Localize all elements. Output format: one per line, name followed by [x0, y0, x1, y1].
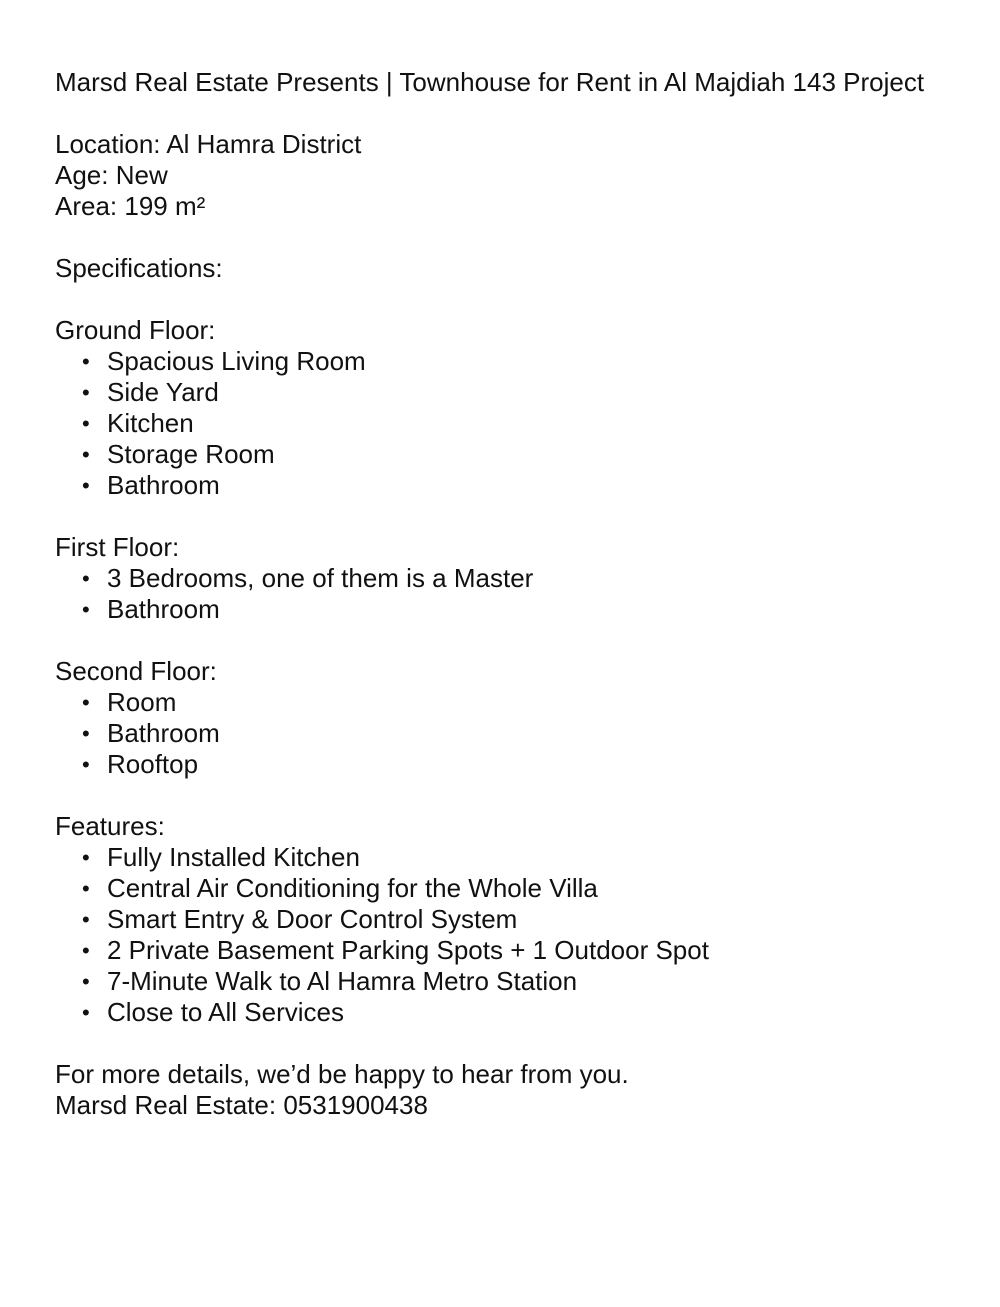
list-item	[55, 718, 995, 749]
location-line: Location: Al Hamra District	[55, 129, 362, 159]
list-item-text: Central Air Conditioning for the Whole Villa	[107, 873, 598, 903]
bullet-icon: •	[82, 938, 90, 963]
bullet-icon: •	[82, 442, 90, 467]
spacer	[55, 780, 995, 811]
first-floor-list	[55, 563, 995, 625]
spacer	[55, 284, 995, 315]
list-item	[55, 470, 995, 501]
features-heading: Features:	[55, 811, 165, 841]
first-floor-heading: First Floor:	[55, 532, 180, 562]
list-item-text: Bathroom	[107, 470, 220, 500]
spacer	[55, 501, 995, 532]
second-floor-list	[55, 687, 995, 780]
bullet-icon: •	[82, 1000, 90, 1025]
list-item	[55, 873, 995, 904]
bullet-icon: •	[82, 845, 90, 870]
closing-text: For more details, we’d be happy to hear from you.	[55, 1059, 629, 1089]
bullet-icon: •	[82, 473, 90, 498]
bullet-icon: •	[82, 876, 90, 901]
list-item	[55, 749, 995, 780]
bullet-icon: •	[82, 969, 90, 994]
area-line: Area: 199 m²	[55, 191, 206, 221]
list-item	[55, 997, 995, 1028]
bullet-icon: •	[82, 721, 90, 746]
bullet-icon: •	[82, 380, 90, 405]
list-item-text: Storage Room	[107, 439, 275, 469]
list-item	[55, 408, 995, 439]
list-item	[55, 842, 995, 873]
bullet-icon: •	[82, 907, 90, 932]
list-item-text: Bathroom	[107, 718, 220, 748]
list-item	[55, 439, 995, 470]
bullet-icon: •	[82, 690, 90, 715]
features-list	[55, 842, 995, 1028]
contact-line: Marsd Real Estate: 0531900438	[55, 1090, 428, 1120]
list-item	[55, 594, 995, 625]
list-item-text: Close to All Services	[107, 997, 344, 1027]
list-item	[55, 377, 995, 408]
listing-text	[55, 67, 995, 1121]
list-item-text: Side Yard	[107, 377, 219, 407]
list-item-text: 2 Private Basement Parking Spots + 1 Outdoor Spot	[107, 935, 709, 965]
list-item-text: 7-Minute Walk to Al Hamra Metro Station	[107, 966, 578, 996]
bullet-icon: •	[82, 411, 90, 436]
listing-title: Marsd Real Estate Presents | Townhouse for Rent in Al Majdiah 143 Project	[55, 67, 925, 97]
list-item-text: 3 Bedrooms, one of them is a Master	[107, 563, 534, 593]
second-floor-heading: Second Floor:	[55, 656, 217, 686]
list-item-text: Kitchen	[107, 408, 194, 438]
ground-floor-list	[55, 346, 995, 501]
list-item	[55, 935, 995, 966]
spacer	[55, 98, 995, 129]
bullet-icon: •	[82, 566, 90, 591]
list-item	[55, 346, 995, 377]
list-item	[55, 687, 995, 718]
list-item-text: Bathroom	[107, 594, 220, 624]
bullet-icon: •	[82, 349, 90, 374]
list-item-text: Spacious Living Room	[107, 346, 366, 376]
list-item-text: Smart Entry & Door Control System	[107, 904, 518, 934]
list-item	[55, 966, 995, 997]
bullet-icon: •	[82, 597, 90, 622]
list-item	[55, 563, 995, 594]
bullet-icon: •	[82, 752, 90, 777]
list-item-text: Fully Installed Kitchen	[107, 842, 360, 872]
specifications-heading: Specifications:	[55, 253, 223, 283]
age-line: Age: New	[55, 160, 168, 190]
list-item-text: Room	[107, 687, 177, 717]
list-item-text: Rooftop	[107, 749, 199, 779]
list-item	[55, 904, 995, 935]
spacer	[55, 625, 995, 656]
spacer	[55, 222, 995, 253]
ground-floor-heading: Ground Floor:	[55, 315, 216, 345]
spacer	[55, 1028, 995, 1059]
